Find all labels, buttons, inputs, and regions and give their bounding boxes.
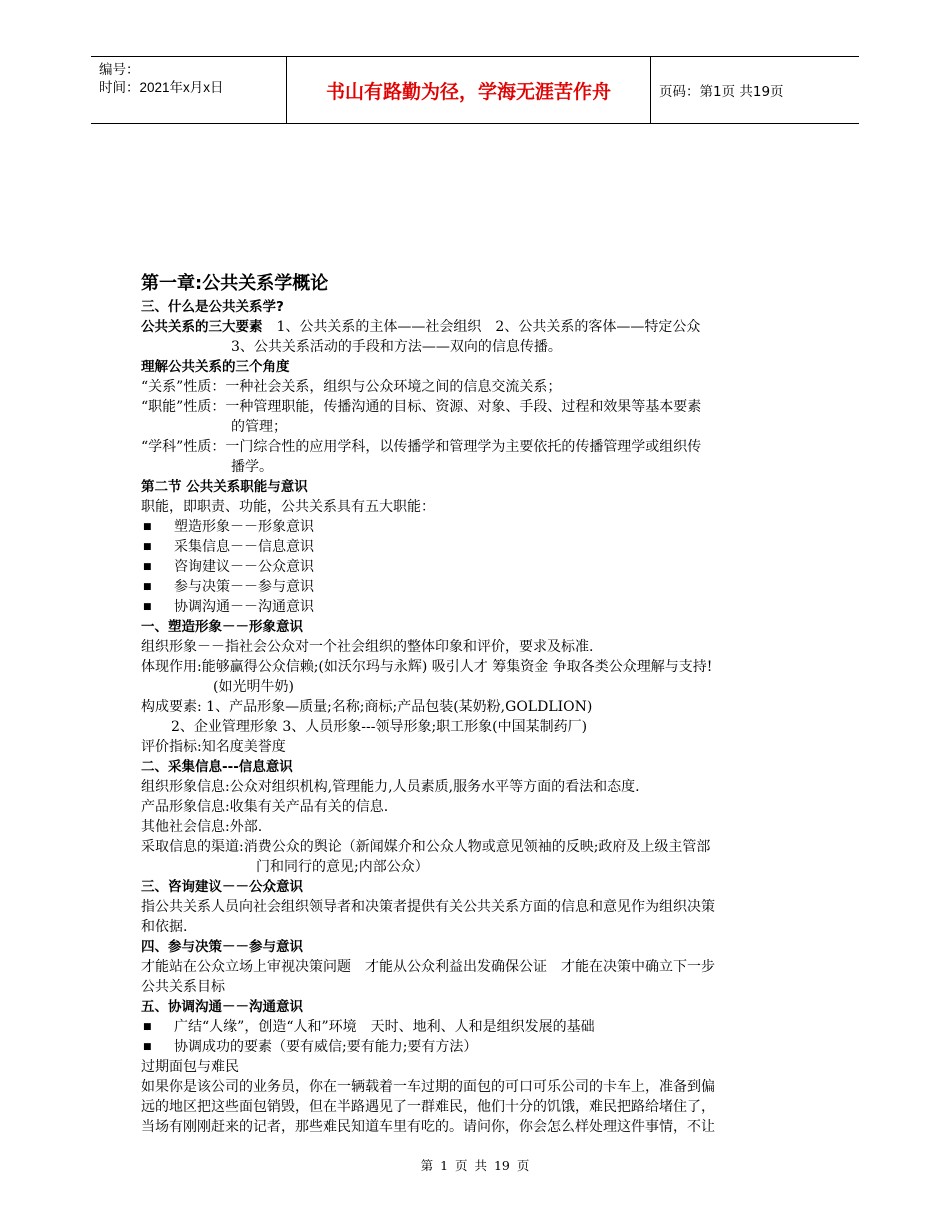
document-body xyxy=(141,272,821,1137)
list-item xyxy=(141,1037,821,1057)
list-item-text: 协调沟通－－沟通意识 xyxy=(174,599,314,615)
bullet-icon: ■ xyxy=(143,522,152,532)
bullet-icon: ■ xyxy=(143,1042,152,1052)
paragraph-line: 2、企业管理形象 3、人员形象---领导形象;职工形象(中国某制药厂) xyxy=(171,719,588,735)
bullet-icon: ■ xyxy=(143,602,152,612)
list-item-text: 参与决策－－参与意识 xyxy=(174,579,314,595)
header-code-label: 编号： xyxy=(99,62,140,77)
paragraph-line: 远的地区把这些面包销毁，但在半路遇见了一群难民，他们十分的饥饿，难民把路给堵住了， xyxy=(141,1099,715,1115)
paragraph-line: 3、公共关系活动的手段和方法——双向的信息传播。 xyxy=(231,339,562,355)
paragraph-line: 评价指标:知名度美誉度 xyxy=(141,739,286,755)
list-item xyxy=(141,597,821,617)
list-item-text: 协调成功的要素（要有威信;要有能力;要有方法） xyxy=(174,1039,478,1055)
section-heading: 二、采集信息---信息意识 xyxy=(141,759,293,775)
list-item-text: 采集信息－－信息意识 xyxy=(174,539,314,555)
paragraph-line: “学科”性质：一门综合性的应用学科，以传播学和管理学为主要依托的传播管理学或组织传 xyxy=(141,439,702,455)
paragraph-line: 产品形象信息:收集有关产品有关的信息. xyxy=(141,799,389,815)
paragraph-line: (如光明牛奶) xyxy=(213,679,294,695)
paragraph-line: 门和同行的意见;内部公众） xyxy=(256,859,429,875)
page-footer: 第 1 页 共 19 页 xyxy=(420,1158,530,1173)
bullet-icon: ■ xyxy=(143,1022,152,1032)
list-item-text: 咨询建议－－公众意识 xyxy=(174,559,314,575)
list-item-text: 塑造形象－－形象意识 xyxy=(174,519,314,535)
header-page-info: 页码：第1页 共19页 xyxy=(659,84,784,100)
text-span: 1、公共关系的主体——社会组织 2、公共关系的客体——特定公众 xyxy=(276,319,701,335)
section-heading: 三、什么是公共关系学? xyxy=(141,299,284,315)
list-item xyxy=(141,557,821,577)
section-heading: 三、咨询建议－－公众意识 xyxy=(141,879,303,895)
paragraph-line: 和依据. xyxy=(141,919,188,935)
bullet-icon: ■ xyxy=(143,562,152,572)
bullet-icon: ■ xyxy=(143,542,152,552)
paragraph-line: 当场有刚刚赶来的记者，那些难民知道车里有吃的。请问你，你会怎么样处理这件事情，不让 xyxy=(141,1119,715,1135)
paragraph-line: 构成要素: 1、产品形象—质量;名称;商标;产品包装(某奶粉,GOLDLION) xyxy=(141,699,593,715)
paragraph-line: 播学。 xyxy=(231,459,273,475)
paragraph-line: 体现作用:能够赢得公众信赖;(如沃尔玛与永辉) 吸引人才 筹集资金 争取各类公众理解与支持! xyxy=(141,659,713,675)
paragraph-line: 才能站在公众立场上审视决策问题 才能从公众利益出发确保公证 才能在决策中确立下一步 xyxy=(141,959,715,975)
inline-heading: 公共关系的三大要素 xyxy=(141,319,263,335)
page-header xyxy=(91,56,859,124)
paragraph-line: 的管理； xyxy=(231,419,287,435)
header-motto: 书山有路勤为径，学海无涯苦作舟 xyxy=(325,80,611,103)
paragraph-line: 组织形象－－指社会公众对一个社会组织的整体印象和评价，要求及标准. xyxy=(141,639,594,655)
paragraph-line: 组织形象信息:公众对组织机构,管理能力,人员素质,服务水平等方面的看法和态度. xyxy=(141,779,640,795)
section-heading: 第二节 公共关系职能与意识 xyxy=(141,479,308,495)
list-item xyxy=(141,537,821,557)
paragraph-line: “职能”性质：一种管理职能，传播沟通的目标、资源、对象、手段、过程和效果等基本要素 xyxy=(141,399,702,415)
list-item xyxy=(141,577,821,597)
paragraph-line: 职能，即职责、功能，公共关系具有五大职能： xyxy=(141,499,435,515)
bullet-icon: ■ xyxy=(143,582,152,592)
header-meta xyxy=(99,61,284,97)
paragraph-line: 公共关系目标 xyxy=(141,979,225,995)
paragraph-line: “关系”性质：一种社会关系，组织与公众环境之间的信息交流关系； xyxy=(141,379,562,395)
list-item xyxy=(141,517,821,537)
paragraph-line: 指公共关系人员向社会组织领导者和决策者提供有关公共关系方面的信息和意见作为组织决策 xyxy=(141,899,715,915)
paragraph-line xyxy=(141,317,821,337)
list-item-text: 广结“人缘”，创造“人和”环境 天时、地利、人和是组织发展的基础 xyxy=(174,1019,595,1035)
section-heading: 一、塑造形象－－形象意识 xyxy=(141,619,303,635)
header-divider xyxy=(650,57,651,123)
chapter-title: 第一章:公共关系学概论 xyxy=(141,273,329,294)
paragraph-line: 采取信息的渠道:消费公众的舆论（新闻媒介和公众人物或意见领袖的反映;政府及上级主管部 xyxy=(141,839,711,855)
section-heading: 五、协调沟通－－沟通意识 xyxy=(141,999,303,1015)
paragraph-line: 如果你是该公司的业务员，你在一辆载着一车过期的面包的可口可乐公司的卡车上，准备到偏 xyxy=(141,1079,715,1095)
section-heading: 理解公共关系的三个角度 xyxy=(141,359,290,375)
section-heading: 四、参与决策－－参与意识 xyxy=(141,939,303,955)
header-time-label: 时间：2021年x月x日 xyxy=(99,80,224,95)
paragraph-line: 其他社会信息:外部. xyxy=(141,819,263,835)
list-item xyxy=(141,1017,821,1037)
case-title: 过期面包与难民 xyxy=(141,1059,239,1075)
